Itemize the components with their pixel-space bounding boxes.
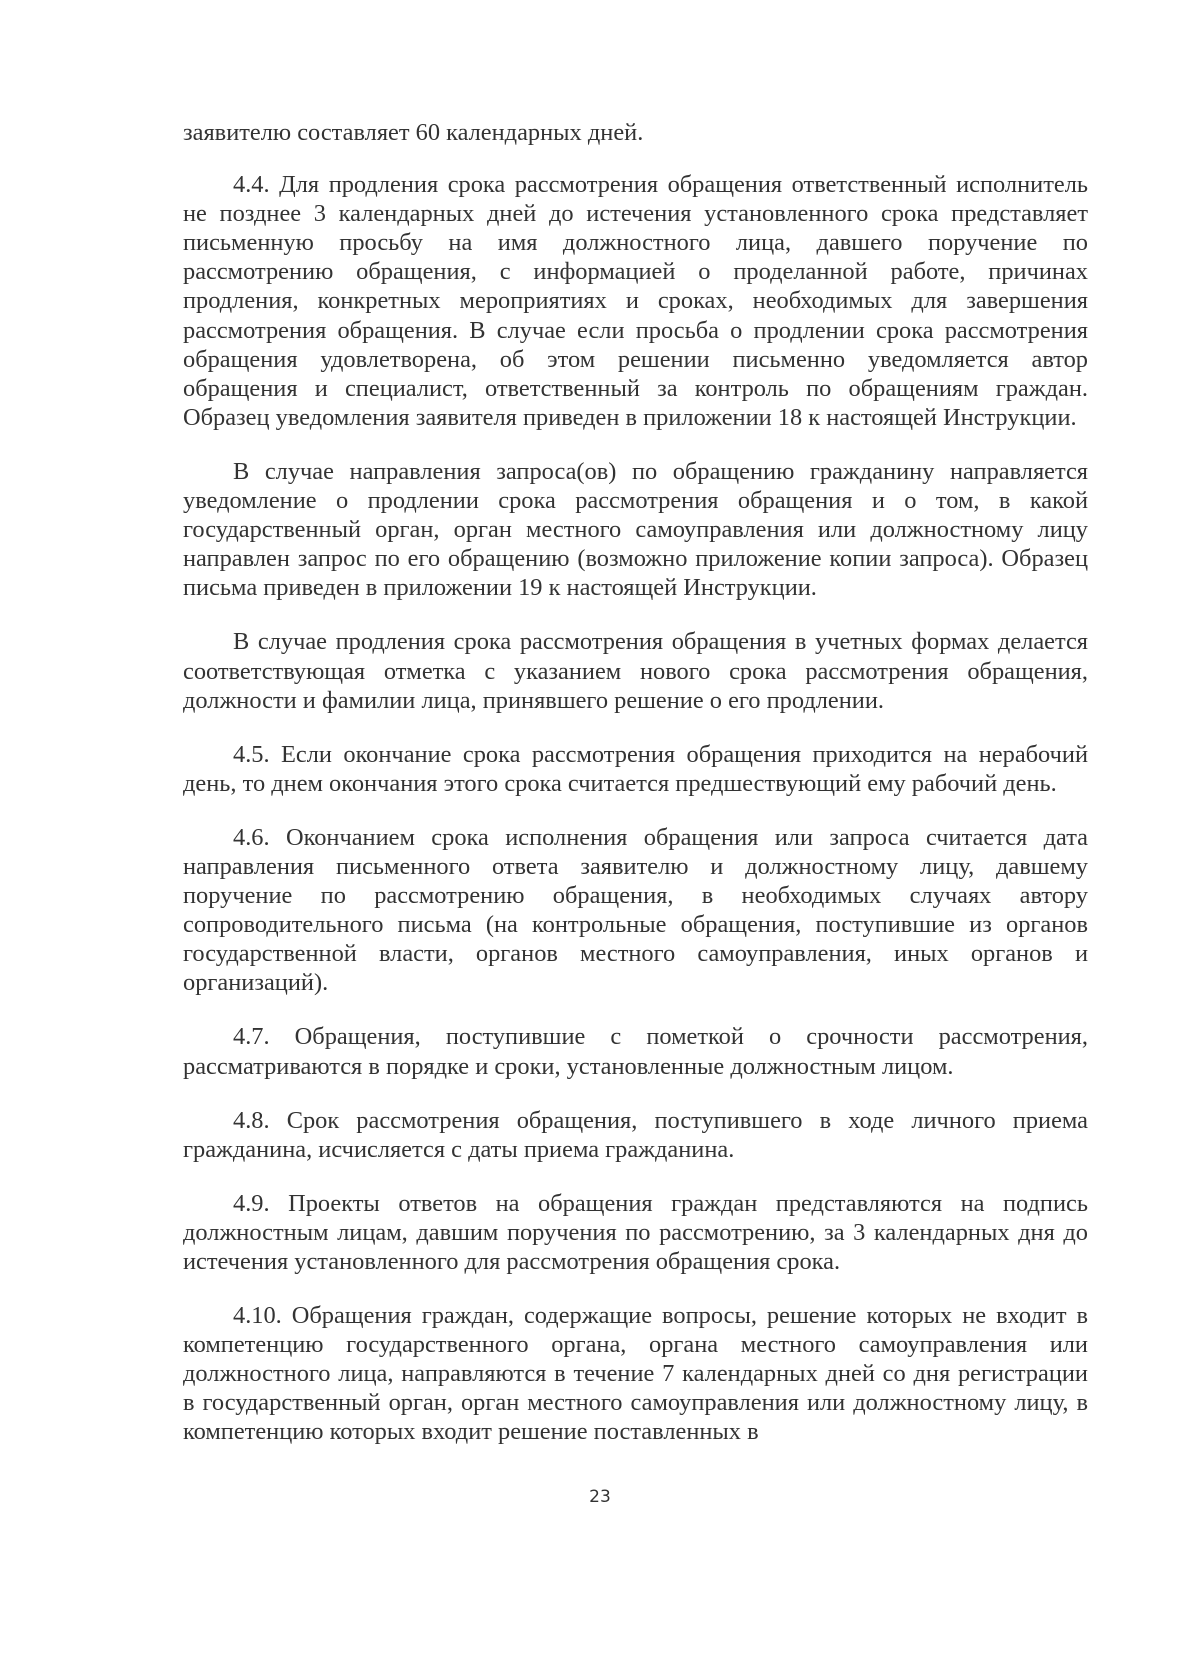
paragraph-4-5: 4.5. Если окончание срока рассмотрения обращения приходится на нерабочий день, то днем окончания этого срока считается предшествующий ему рабочий день.	[183, 740, 1088, 797]
paragraph-4-8: 4.8. Срок рассмотрения обращения, поступившего в ходе личного приема гражданина, исчисляется с даты приема гражданина.	[183, 1106, 1088, 1163]
paragraph-4-9: 4.9. Проекты ответов на обращения граждан представляются на подпись должностным лицам, давшим поручения по рассмотрению, за 3 календарных дня до истечения установленного для рассмотрения обращения срока.	[183, 1189, 1088, 1275]
paragraph-4-7: 4.7. Обращения, поступившие с пометкой о срочности рассмотрения, рассматриваются в порядке и сроки, установленные должностным лицом.	[183, 1023, 1088, 1080]
page-number: 23	[589, 1487, 611, 1507]
paragraph-4-10: 4.10. Обращения граждан, содержащие вопросы, решение которых не входит в компетенцию государственного органа, органа местного самоуправления или должностного лица, направляются в течение 7 календарных дней со дня регистрации в государственный орган, орган местного самоуправления или должностному лицу, в компетенцию которых входит решение поставленных в	[183, 1302, 1088, 1446]
paragraph-4-6: 4.6. Окончанием срока исполнения обращения или запроса считается дата направления письменного ответа заявителю и должностному лицу, давшему поручение по рассмотрению обращения, в необходимых случаях автору сопроводительного письма (на контрольные обращения, поступившие из органов государственной власти, органов местного самоуправления, иных органов и организаций).	[183, 823, 1088, 997]
paragraph-continuation: заявителю составляет 60 календарных дней.	[183, 119, 644, 146]
document-body	[183, 118, 1088, 1472]
paragraph-request-notice: В случае направления запроса(ов) по обращению гражданину направляется уведомление о продлении срока рассмотрения обращения и о том, в какой государственный орган, орган местного самоуправления или должностному лицу направлен запрос по его обращению (возможно приложение копии запроса). Образец письма приведен в приложении 19 к настоящей Инструкции.	[183, 457, 1088, 602]
paragraph-4-4: 4.4. Для продления срока рассмотрения обращения ответственный исполнитель не позднее 3 календарных дней до истечения установленного срока представляет письменную просьбу на имя должностного лица, давшего поручение по рассмотрению обращения, с информацией о проделанной работе, причинах продления, конкретных мероприятиях и сроках, необходимых для завершения рассмотрения обращения. В случае если просьба о продлении срока рассмотрения обращения удовлетворена, об этом решении письменно уведомляется автор обращения и специалист, ответственный за контроль по обращениям граждан. Образец уведомления заявителя приведен в приложении 18 к настоящей Инструкции.	[183, 171, 1088, 431]
paragraph-extension-record: В случае продления срока рассмотрения обращения в учетных формах делается соответствующая отметка с указанием нового срока рассмотрения обращения, должности и фамилии лица, принявшего решение о его продлении.	[183, 628, 1088, 714]
